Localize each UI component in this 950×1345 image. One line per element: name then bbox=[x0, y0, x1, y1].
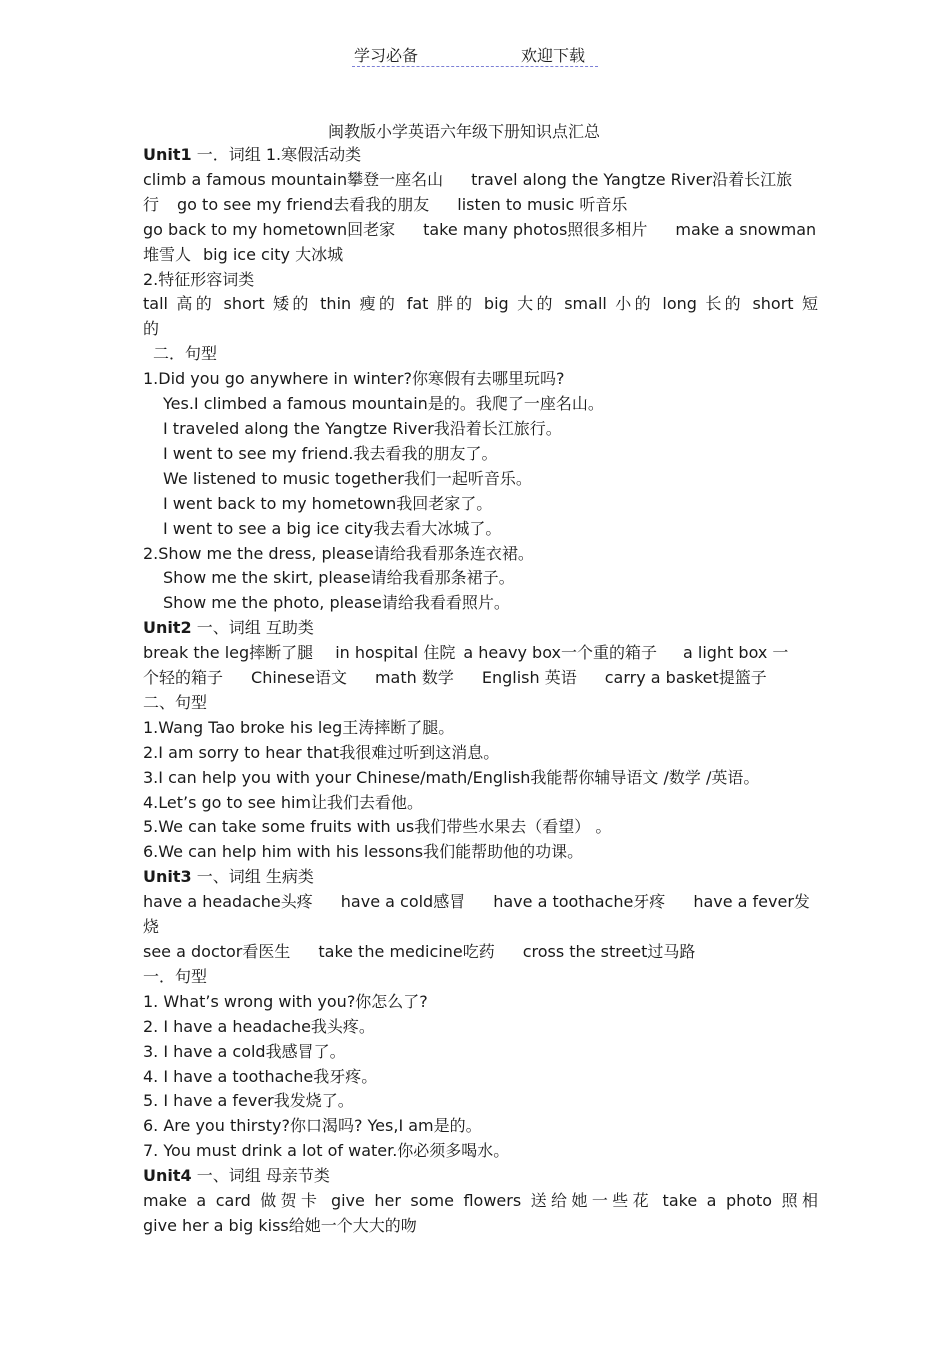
sentence: Yes.I climbed a famous mountain是的。我爬了一座名山。 bbox=[163, 394, 604, 414]
document-body bbox=[143, 143, 818, 1239]
sentence: 2.Show me the dress, please请给我看那条连衣裙。 bbox=[143, 543, 534, 563]
header-right: 欢迎下载 bbox=[521, 46, 586, 65]
header-left: 学习必备 bbox=[354, 46, 419, 65]
unit1-heading: Unit1 一．词组 1.寒假活动类 bbox=[143, 145, 362, 164]
sentence: 4. I have a toothache我牙疼。 bbox=[143, 1066, 378, 1086]
sentence: I went to see a big ice city我去看大冰城了。 bbox=[163, 518, 502, 538]
unit-label: Unit4 bbox=[143, 1166, 192, 1186]
vocab-line: 个轻的箱子 Chinese语文 math 数学 English 英语 carry a basket提篮子 bbox=[143, 668, 767, 688]
unit-label: Unit1 bbox=[143, 145, 192, 164]
vocab-line: 堆雪人 big ice city 大冰城 bbox=[143, 244, 344, 264]
sentence: Show me the photo, please请给我看看照片。 bbox=[163, 593, 510, 613]
vocab-line: climb a famous mountain攀登一座名山 travel along the Yangtze River沿着长江旅 bbox=[143, 169, 793, 189]
sentence: We listened to music together我们一起听音乐。 bbox=[163, 468, 532, 488]
unit4-heading: Unit4 一、词组 母亲节类 bbox=[143, 1166, 330, 1186]
sentence: I went back to my hometown我回老家了。 bbox=[163, 493, 493, 513]
page-header bbox=[352, 40, 598, 67]
section-heading: 二．句型 bbox=[153, 344, 218, 364]
sentence: 3.I can help you with your Chinese/math/English我能帮你辅导语文 /数学 /英语。 bbox=[143, 767, 760, 787]
sentence: 3. I have a cold我感冒了。 bbox=[143, 1041, 346, 1061]
vocab-line: 的 bbox=[143, 319, 160, 339]
sentence: 4.Let’s go to see him让我们去看他。 bbox=[143, 792, 423, 812]
sentence: Show me the skirt, please请给我看那条裙子。 bbox=[163, 568, 515, 588]
vocab-line: see a doctor看医生 take the medicine吃药 cross the street过马路 bbox=[143, 942, 696, 961]
sentence: I went to see my friend.我去看我的朋友了。 bbox=[163, 443, 498, 463]
sentence: 1. What’s wrong with you?你怎么了? bbox=[143, 991, 428, 1011]
section-heading: 一．句型 bbox=[143, 966, 208, 986]
unit3-heading: Unit3 一、词组 生病类 bbox=[143, 867, 314, 887]
unit-label: Unit3 bbox=[143, 867, 192, 887]
sentence: 1.Wang Tao broke his leg王涛摔断了腿。 bbox=[143, 717, 455, 737]
sentence: 2.I am sorry to hear that我很难过听到这消息。 bbox=[143, 742, 500, 762]
sentence: 6.We can help him with his lessons我们能帮助他的功课。 bbox=[143, 842, 584, 862]
vocab-line: make a card 做贺卡 give her some flowers 送给她一些花 take a photo 照相 bbox=[143, 1191, 818, 1211]
vocab-line: have a headache头疼 have a cold感冒 have a toothache牙疼 have a fever发烧 bbox=[143, 892, 810, 937]
sentence: 1.Did you go anywhere in winter?你寒假有去哪里玩吗? bbox=[143, 369, 565, 389]
subheading: 2.特征形容词类 bbox=[143, 269, 255, 289]
sentence: I traveled along the Yangtze River我沿着长江旅行。 bbox=[163, 418, 562, 438]
vocab-line: give her a big kiss给她一个大大的吻 bbox=[143, 1215, 417, 1235]
vocab-line: 行 go to see my friend去看我的朋友 listen to music 听音乐 bbox=[143, 194, 628, 214]
unit-label: Unit2 bbox=[143, 618, 192, 638]
section-heading: 二、句型 bbox=[143, 692, 208, 712]
vocab-line: break the leg摔断了腿 in hospital 住院 a heavy box一个重的箱子 a light box 一 bbox=[143, 643, 789, 663]
document-title: 闽教版小学英语六年级下册知识点汇总 bbox=[327, 122, 600, 141]
vocab-line: tall 高的 short 矮的 thin 瘦的 fat 胖的 big 大的 small 小的 long 长的 short 短 bbox=[143, 294, 818, 314]
sentence: 5. I have a fever我发烧了。 bbox=[143, 1091, 354, 1111]
sentence: 2. I have a headache我头疼。 bbox=[143, 1016, 375, 1036]
unit2-heading: Unit2 一、词组 互助类 bbox=[143, 618, 314, 638]
sentence: 6. Are you thirsty?你口渴吗? Yes,I am是的。 bbox=[143, 1116, 482, 1136]
vocab-line: go back to my hometown回老家 take many photos照很多相片 make a snowman bbox=[143, 219, 817, 239]
sentence: 7. You must drink a lot of water.你必须多喝水。 bbox=[143, 1141, 510, 1161]
sentence: 5.We can take some fruits with us我们带些水果去（看望） 。 bbox=[143, 817, 612, 837]
